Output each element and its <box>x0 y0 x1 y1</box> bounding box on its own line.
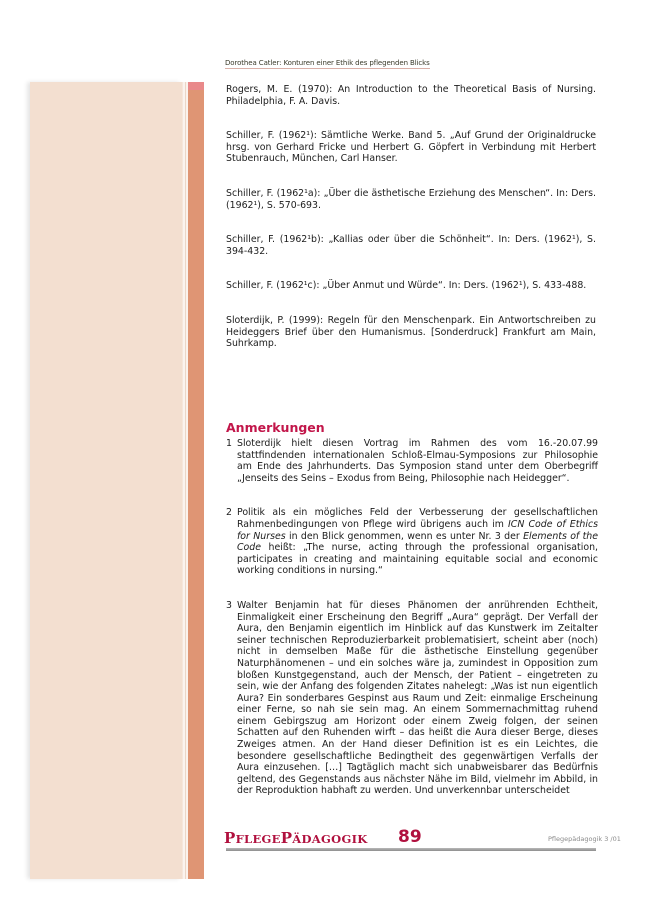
note-text-italic: ICN Code of Ethics for Nurses <box>237 518 598 542</box>
note-text-part: heißt: „The nurse, acting through the professional organisation, participates in creating and maintaining equitable social and economic working conditions in nursing.“ <box>237 542 598 577</box>
note-item <box>226 600 598 797</box>
note-number: 2 <box>226 507 232 519</box>
reference-item: Schiller, F. (1962¹b): „Kallias oder über die Schönheit“. In: Ders. (1962¹), S. 394-432. <box>226 234 596 257</box>
note-number: 3 <box>226 599 232 611</box>
note-text: Sloterdijk hielt diesen Vortrag im Rahmen des vom 16.-20.07.99 stattfindenden internationalen Schloß-Elmau-Symposions zur Philosophie am Ende des Jahrhunderts. Das Symposion stand unter dem Oberbegriff „Jenseits des Seins – Exodus from Being, Philosophie nach Heidegger“. <box>237 438 598 484</box>
issue-label: Pflegepädagogik 3 /01 <box>548 835 621 843</box>
references-list <box>226 84 596 350</box>
reference-item: Rogers, M. E. (1970): An Introduction to the Theoretical Basis of Nursing. Philadelphia, F. A. Davis. <box>226 84 596 107</box>
running-head: Dorothea Catler: Konturen einer Ethik des pflegenden Blicks <box>225 59 430 67</box>
note-text: Walter Benjamin hat für dieses Phänomen der anrührenden Echtheit, Einmaligkeit einer Erscheinung den Begriff „Aura“ geprägt. Der Verfall der Aura, den Benjamin eigentlich im Hinblick auf das Kunstwerk im Zeitalter seiner technischen Reproduzierbarkeit problematisiert, scheint aber (noch) nicht in demselben Maße für die ästhetische Einstellung gegenüber Naturphänomenen – und ein solches wäre ja, zumindest in Opposition zum bloßen Kunstgegenstand, auch der Mensch, der Patient – eingetreten zu sein, wie der Anfang des folgenden Zitates nahelegt: „Was ist nun eigentlich Aura? Ein sonderbares Gespinst aus Raum und Zeit: einmalige Erscheinung einer Ferne, so nah sie sein mag. An einem Sommernachmittag ruhend einem Gebirgszug am Horizont oder einem Zweig folgen, der seinen Schatten auf den Ruhenden wirft – das heißt die Aura dieser Berge, dieses Zweiges atmen. An der Hand dieser Definition ist es ein Leichtes, die besondere gesellschaftliche Bedingtheit des gegenwärtigen Verfalls der Aura einzusehen. […] Tagtäglich macht sich unabweisbarer das Bedürfnis geltend, des Gegenstands aus nächster Nähe im Bild, vielmehr im Abbild, in der Reproduktion habhaft zu werden. Und unverkennbar unterscheidet <box>237 599 598 797</box>
section-title-anmerkungen: Anmerkungen <box>226 420 325 435</box>
note-item <box>226 507 598 577</box>
brand-smallcaps: ÄDAGOGIK <box>292 832 368 846</box>
reference-item: Schiller, F. (1962¹c): „Über Anmut und Würde“. In: Ders. (1962¹), S. 433-488. <box>226 280 587 292</box>
note-number: 1 <box>226 438 232 449</box>
note-text <box>237 507 598 577</box>
reference-item: Schiller, F. (1962¹a): „Über die ästhetische Erziehung des Menschen“. In: Ders. (1962¹), S. 570-693. <box>226 187 596 211</box>
accent-bar <box>188 82 204 879</box>
reference-item: Sloterdijk, P. (1999): Regeln für den Menschenpark. Ein Antwortschreiben zu Heideggers Brief über den Humanismus. [Sonderdruck] Frankfurt am Main, Suhrkamp. <box>226 314 596 350</box>
brand-smallcaps: FLEGE <box>235 832 281 846</box>
reference-item: Schiller, F. (1962¹): Sämtliche Werke. Band 5. „Auf Grund der Originaldrucke hrsg. von Gerhard Fricke und Herbert G. Göpfert in Verbindung mit Herbert Stubenrauch, München, Carl Hanser. <box>226 130 596 165</box>
brand-initial: P <box>224 829 236 847</box>
note-text-part: in den Blick genommen, wenn es unter Nr. 3 der <box>285 530 524 542</box>
note-item <box>226 438 598 484</box>
side-panel-background <box>30 82 182 879</box>
note-text-italic: Elements of the Code <box>237 530 598 554</box>
footer-rule <box>226 848 596 851</box>
page-number: 89 <box>398 827 422 847</box>
note-text-part: Politik als ein mögliches Feld der Verbesserung der gesellschaftlichen Rahmenbedingungen von Pflege wird übrigens auch im <box>237 507 598 530</box>
brand-initial: P <box>280 829 293 847</box>
journal-brand <box>224 829 368 847</box>
notes-list <box>226 438 598 820</box>
